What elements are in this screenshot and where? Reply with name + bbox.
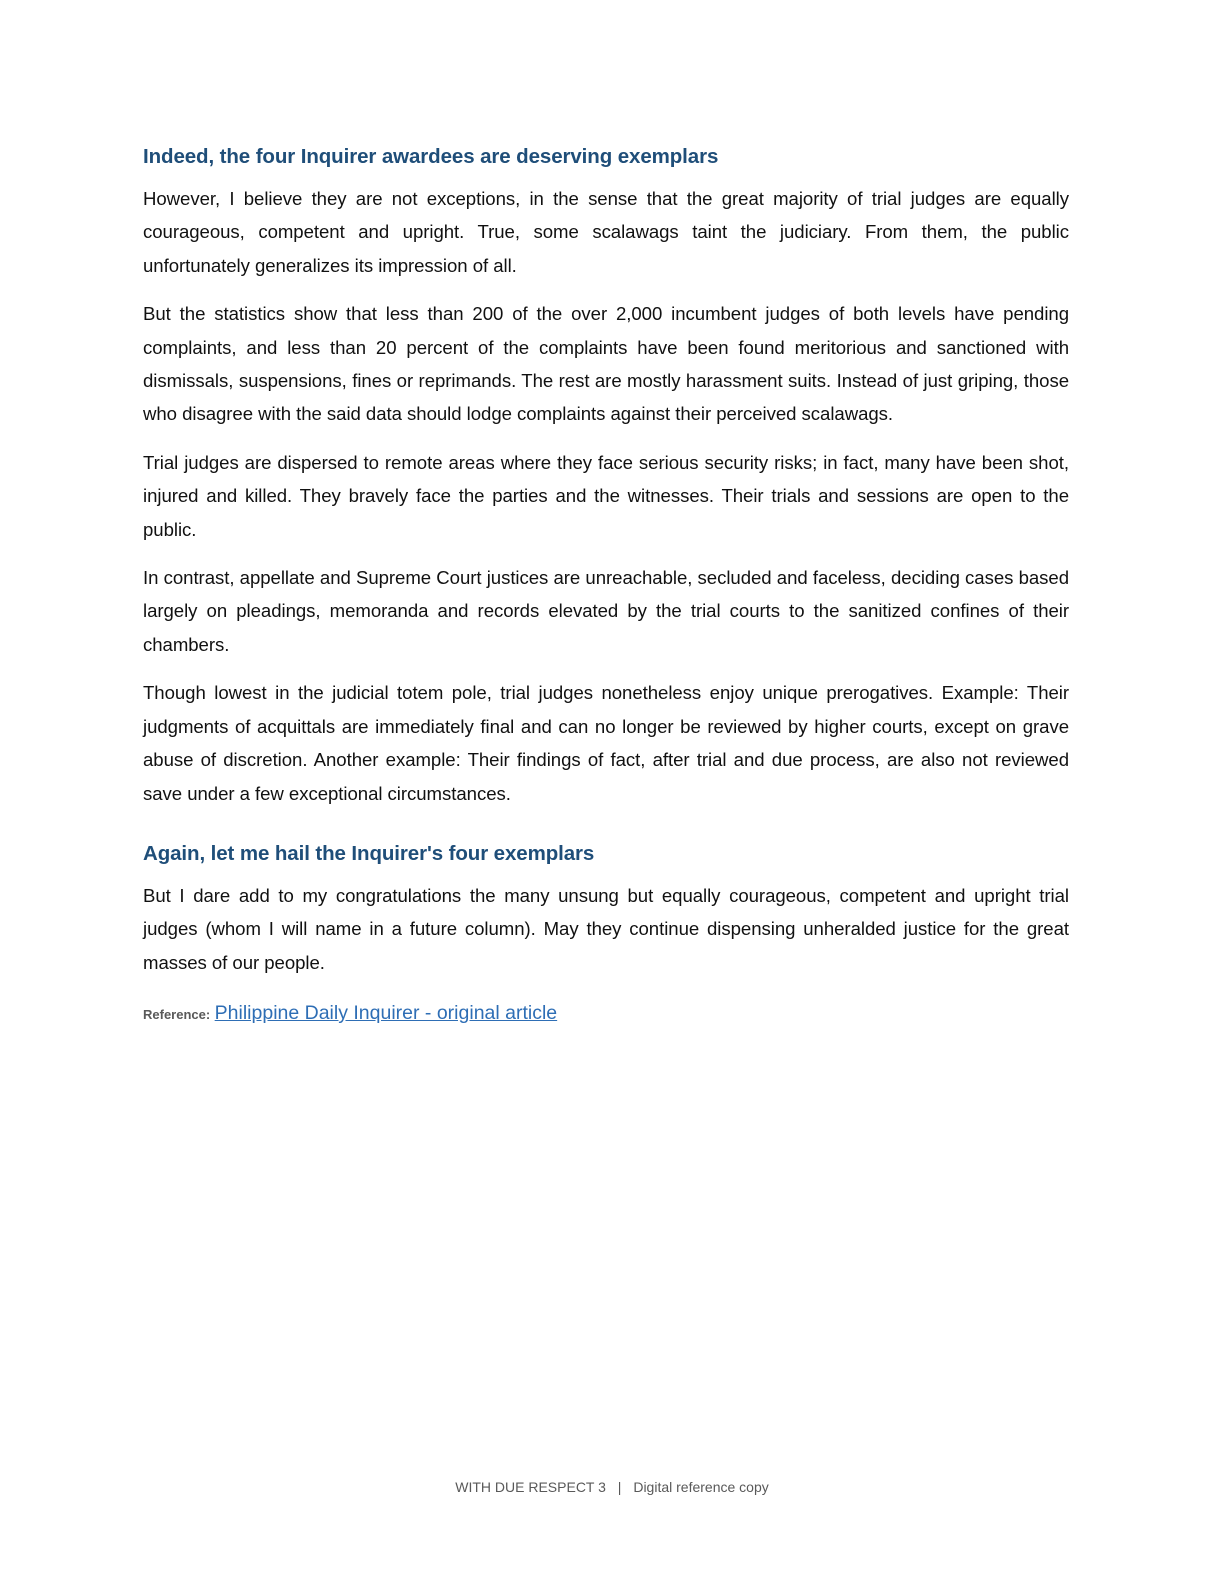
reference-link[interactable]: Philippine Daily Inquirer - original article [214, 1002, 558, 1025]
reference-line [143, 999, 1069, 1029]
document-body [143, 142, 1069, 1029]
reference-label: Reference: [143, 1007, 211, 1023]
footer-subtitle: Digital reference copy [633, 1479, 769, 1495]
body-paragraph: However, I believe they are not exceptions, in the sense that the great majority of trial judges are equally courageous, competent and upright. True, some scalawags taint the judiciary. From them, the public unfortunately generalizes its impression of all. [143, 188, 1069, 276]
body-paragraph: Though lowest in the judicial totem pole, trial judges nonetheless enjoy unique prerogatives. Example: Their judgments of acquittals are immediately final and can no longer be reviewed by higher courts, except on grave abuse of discretion. Another example: Their findings of fact, after trial and due process, are also not reviewed save under a few exceptional circumstances. [143, 682, 1069, 804]
section-heading-exemplars: Indeed, the four Inquirer awardees are deserving exemplars [143, 145, 719, 168]
footer-title: WITH DUE RESPECT 3 [455, 1479, 606, 1495]
body-paragraph: But I dare add to my congratulations the many unsung but equally courageous, competent and upright trial judges (whom I will name in a future column). May they continue dispensing unheralded justice for the great masses of our people. [143, 884, 1069, 973]
body-paragraph: But the statistics show that less than 200 of the over 2,000 incumbent judges of both levels have pending complaints, and less than 20 percent of the complaints have been found meritorious and sanctioned with dismissals, suspensions, fines or reprimands. The rest are mostly harassment suits. Instead of just griping, those who disagree with the said data should lodge complaints against their perceived scalawags. [143, 303, 1069, 425]
body-paragraph: Trial judges are dispersed to remote areas where they face serious security risks; in fact, many have been shot, injured and killed. They bravely face the parties and the witnesses. Their trials and sessions are open to the public. [143, 451, 1069, 540]
section-heading-hail: Again, let me hail the Inquirer's four exemplars [143, 841, 595, 865]
page-footer [0, 1479, 1224, 1495]
body-paragraph: In contrast, appellate and Supreme Court justices are unreachable, secluded and faceless, deciding cases based largely on pleadings, memoranda and records elevated by the trial courts to the sanitized confines of their chambers. [143, 567, 1069, 655]
footer-separator: | [617, 1479, 622, 1495]
